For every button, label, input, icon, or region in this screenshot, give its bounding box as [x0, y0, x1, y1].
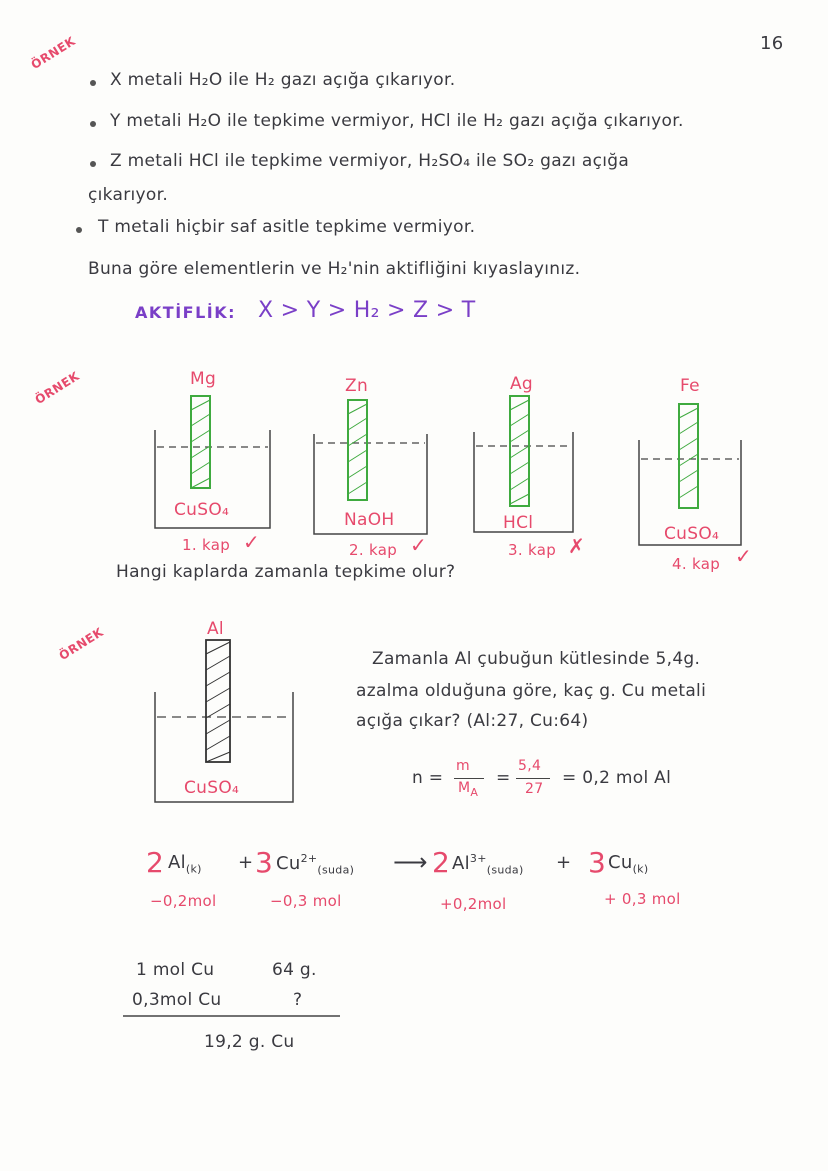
solution-4: CuSO₄	[664, 524, 720, 544]
kap-2: 2. kap	[349, 541, 398, 559]
bullet-z-cont: çıkarıyor.	[88, 185, 169, 205]
formula-m: m	[456, 758, 470, 774]
species-2-symbol: Cu	[276, 853, 301, 874]
calc-result: 19,2 g. Cu	[204, 1032, 295, 1052]
metal-2: Zn	[345, 376, 369, 396]
kap-4: 4. kap	[672, 555, 721, 573]
species-4-symbol: Cu	[608, 852, 633, 873]
solution-al: CuSO₄	[184, 778, 240, 798]
problem-line-2: azalma olduğuna göre, kaç g. Cu metali	[356, 681, 707, 701]
answer-label: AKTİFLİK:	[135, 303, 237, 322]
calc-row1-b: 64 g.	[272, 960, 317, 980]
species-3	[452, 852, 524, 877]
calc-row2-a: 0,3mol Cu	[132, 990, 222, 1010]
mol-change-4: + 0,3 mol	[604, 890, 681, 908]
species-3-state: (suda)	[486, 863, 524, 877]
beaker-3	[474, 396, 573, 532]
metal-1: Mg	[190, 369, 217, 389]
mark-3: ✗	[568, 534, 586, 558]
mark-4: ✓	[735, 544, 753, 568]
formula-ma	[458, 780, 478, 799]
problem-line-3: açığa çıkar? (Al:27, Cu:64)	[356, 711, 589, 731]
species-4	[608, 852, 648, 876]
metal-3: Ag	[510, 374, 534, 394]
coef-1: 2	[146, 846, 165, 879]
mark-2: ✓	[410, 533, 428, 557]
page-number: 16	[760, 33, 784, 54]
bullet-y: Y metali H₂O ile tepkime vermiyor, HCl ile H₂ gazı açığa çıkarıyor.	[110, 111, 684, 131]
coef-2: 3	[255, 846, 274, 879]
formula-n: n =	[412, 768, 444, 788]
solution-3: HCl	[503, 513, 534, 533]
problem-line-1: Zamanla Al çubuğun kütlesinde 5,4g.	[372, 649, 701, 669]
mol-change-3: +0,2mol	[440, 895, 507, 913]
species-4-state: (k)	[632, 862, 649, 876]
question-2: Hangi kaplarda zamanla tepkime olur?	[116, 562, 456, 582]
solution-1: CuSO₄	[174, 500, 230, 520]
example-label-3: ÖRNEK	[56, 624, 106, 663]
calc-row1-a: 1 mol Cu	[136, 960, 215, 980]
formula-ma-letter: M	[458, 780, 471, 796]
kap-1: 1. kap	[182, 536, 231, 554]
calc-row2-b: ?	[293, 990, 303, 1010]
species-1	[168, 852, 202, 876]
plus-2: +	[556, 852, 572, 873]
species-3-symbol: Al	[452, 853, 470, 874]
formula-eq: =	[496, 768, 511, 788]
mol-change-2: −0,3 mol	[270, 892, 342, 910]
formula-num: 5,4	[518, 758, 542, 774]
metal-al: Al	[207, 619, 224, 639]
reaction-arrow: ⟶	[393, 848, 428, 876]
coef-4: 3	[588, 846, 607, 879]
species-1-symbol: Al	[168, 852, 186, 873]
species-2-charge: 2+	[300, 852, 318, 865]
bullet-x: X metali H₂O ile H₂ gazı açığa çıkarıyor.	[110, 70, 456, 90]
mol-change-1: −0,2mol	[150, 892, 217, 910]
example-label-1: ÖRNEK	[28, 33, 78, 72]
formula-ma-sub: A	[470, 785, 479, 799]
species-2-state: (suda)	[317, 863, 355, 877]
kap-3: 3. kap	[508, 541, 557, 559]
formula-result: = 0,2 mol Al	[562, 768, 672, 788]
example-label-2: ÖRNEK	[32, 368, 82, 407]
coef-3: 2	[432, 846, 451, 879]
question-1: Buna göre elementlerin ve H₂'nin aktifliğini kıyaslayınız.	[88, 259, 581, 279]
bullet-z: Z metali HCl ile tepkime vermiyor, H₂SO₄ ile SO₂ gazı açığa	[110, 151, 630, 171]
bullet-t: T metali hiçbir saf asitle tepkime vermiyor.	[98, 217, 476, 237]
plus-1: +	[238, 852, 254, 873]
species-1-state: (k)	[185, 862, 202, 876]
species-3-charge: 3+	[469, 852, 487, 865]
formula-bar-2	[516, 778, 550, 779]
answer-value: X > Y > H₂ > Z > T	[258, 298, 476, 323]
mark-1: ✓	[243, 530, 261, 554]
metal-4: Fe	[680, 376, 700, 396]
species-2	[276, 852, 354, 877]
formula-den: 27	[525, 781, 544, 797]
solution-2: NaOH	[344, 510, 395, 530]
formula-bar-1	[454, 778, 484, 779]
